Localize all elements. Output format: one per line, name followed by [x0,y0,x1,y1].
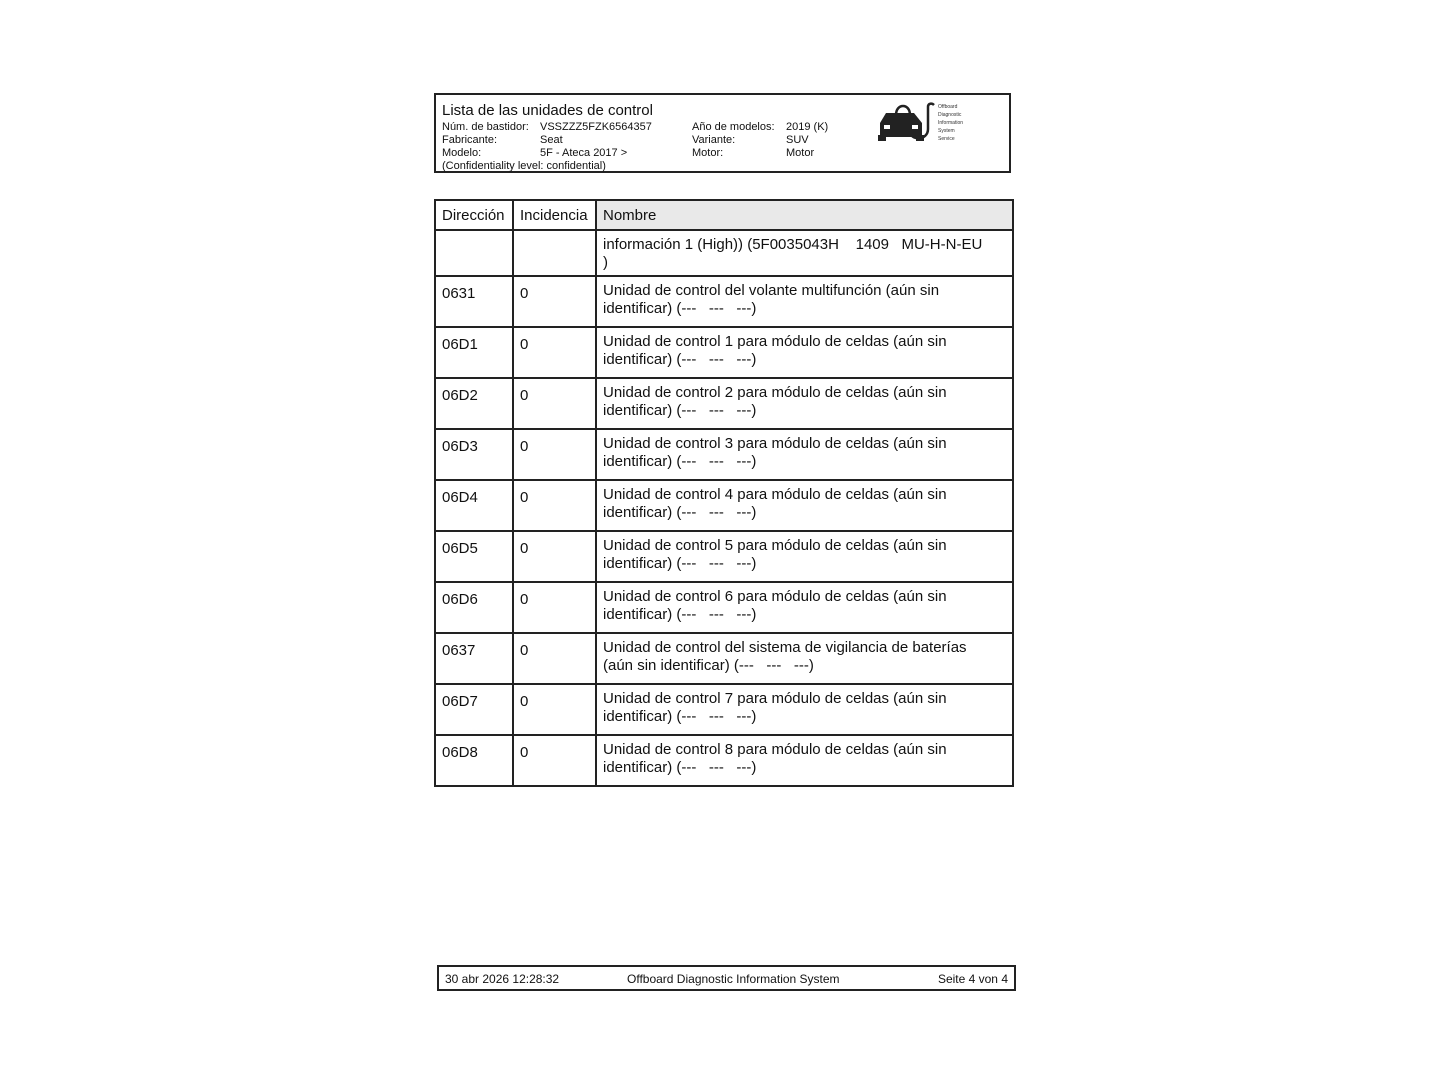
cell-nombre [596,531,1013,582]
nombre-line-1: Unidad de control 8 para módulo de celdas (aún sin [603,741,947,758]
logo-line-1: Offboard [938,104,958,110]
control-units-table [434,199,1014,787]
car-diagnostic-icon [876,101,936,147]
table-row [435,582,1013,633]
logo-line-3: Information [938,120,964,126]
nombre-line-2: identificar) (--- --- ---) [603,759,757,776]
nombre-line-1: información 1 (High)) (5F0035043H 1409 MU-H-N-EU [603,236,983,253]
table-row [435,480,1013,531]
cell-incidencia: 0 [513,531,596,582]
cell-nombre [596,633,1013,684]
cell-incidencia: 0 [513,480,596,531]
vin-label: Núm. de bastidor: [442,121,529,133]
cell-direccion: 06D1 [435,327,513,378]
variant-label: Variante: [692,134,736,146]
nombre-line-2: (aún sin identificar) (--- --- ---) [603,657,814,674]
manufacturer-label: Fabricante: [442,134,498,146]
nombre-line-1: Unidad de control 1 para módulo de celdas (aún sin [603,333,947,350]
page-title: Lista de las unidades de control [442,102,653,119]
cell-nombre [596,230,1013,276]
footer-page-number: Seite 4 von 4 [937,972,1008,986]
nombre-line-2: identificar) (--- --- ---) [603,402,757,419]
cell-incidencia: 0 [513,582,596,633]
nombre-line-2: identificar) (--- --- ---) [603,300,757,317]
cell-direccion: 06D2 [435,378,513,429]
table-row [435,378,1013,429]
cell-nombre [596,735,1013,786]
cell-incidencia [513,230,596,276]
vin-value: VSSZZZ5FZK6564357 [540,121,652,133]
header-nombre: Nombre [596,200,1013,230]
cell-incidencia: 0 [513,633,596,684]
cell-direccion: 06D7 [435,684,513,735]
table-row [435,276,1013,327]
cell-direccion: 06D3 [435,429,513,480]
cell-nombre [596,378,1013,429]
cell-direccion [435,230,513,276]
nombre-line-2: ) [603,254,608,271]
nombre-line-2: identificar) (--- --- ---) [603,708,757,725]
cell-nombre [596,327,1013,378]
nombre-line-1: Unidad de control del volante multifunción (aún sin [603,282,940,299]
cell-direccion: 06D6 [435,582,513,633]
header-direccion: Dirección [435,200,513,230]
logo-line-5: Service [938,136,955,142]
engine-label: Motor: [692,147,724,159]
table-row [435,230,1013,276]
cell-incidencia: 0 [513,378,596,429]
nombre-line-2: identificar) (--- --- ---) [603,555,757,572]
cell-incidencia: 0 [513,327,596,378]
cell-incidencia: 0 [513,276,596,327]
table-row [435,684,1013,735]
cell-nombre [596,276,1013,327]
table-row [435,633,1013,684]
nombre-line-1: Unidad de control 3 para módulo de celdas (aún sin [603,435,947,452]
manufacturer-value: Seat [540,134,563,146]
cell-direccion: 06D4 [435,480,513,531]
nombre-line-1: Unidad de control 4 para módulo de celdas (aún sin [603,486,947,503]
table-row [435,327,1013,378]
nombre-line-2: identificar) (--- --- ---) [603,606,757,623]
footer-date: 30 abr 2026 12:28:32 [445,972,560,986]
table-header-row [435,200,1013,230]
cell-incidencia: 0 [513,429,596,480]
nombre-line-2: identificar) (--- --- ---) [603,453,757,470]
cell-direccion: 06D8 [435,735,513,786]
nombre-line-1: Unidad de control 2 para módulo de celdas (aún sin [603,384,947,401]
cell-nombre [596,429,1013,480]
odis-logo [876,101,986,147]
document-footer [437,965,1016,991]
nombre-line-1: Unidad de control del sistema de vigilancia de baterías [603,639,967,656]
table-row [435,429,1013,480]
nombre-line-1: Unidad de control 7 para módulo de celdas (aún sin [603,690,947,707]
variant-value: SUV [786,134,809,146]
cell-incidencia: 0 [513,735,596,786]
nombre-line-2: identificar) (--- --- ---) [603,504,757,521]
footer-system-name: Offboard Diagnostic Information System [627,972,840,986]
header-incidencia: Incidencia [513,200,596,230]
engine-value: Motor [786,147,815,159]
nombre-line-1: Unidad de control 5 para módulo de celdas (aún sin [603,537,947,554]
cell-direccion: 0631 [435,276,513,327]
document-header [434,93,1011,173]
cell-direccion: 0637 [435,633,513,684]
logo-line-2: Diagnostic [938,112,962,118]
table-row [435,735,1013,786]
model-value: 5F - Ateca 2017 > [540,147,628,159]
logo-line-4: System [938,128,955,134]
cell-incidencia: 0 [513,684,596,735]
cell-nombre [596,582,1013,633]
confidentiality-note: (Confidentiality level: confidential) [442,160,606,172]
cell-nombre [596,684,1013,735]
cell-direccion: 06D5 [435,531,513,582]
model-year-value: 2019 (K) [786,121,829,133]
model-year-label: Año de modelos: [692,121,775,133]
nombre-line-1: Unidad de control 6 para módulo de celdas (aún sin [603,588,947,605]
cell-nombre [596,480,1013,531]
model-label: Modelo: [442,147,482,159]
table-row [435,531,1013,582]
nombre-line-2: identificar) (--- --- ---) [603,351,757,368]
